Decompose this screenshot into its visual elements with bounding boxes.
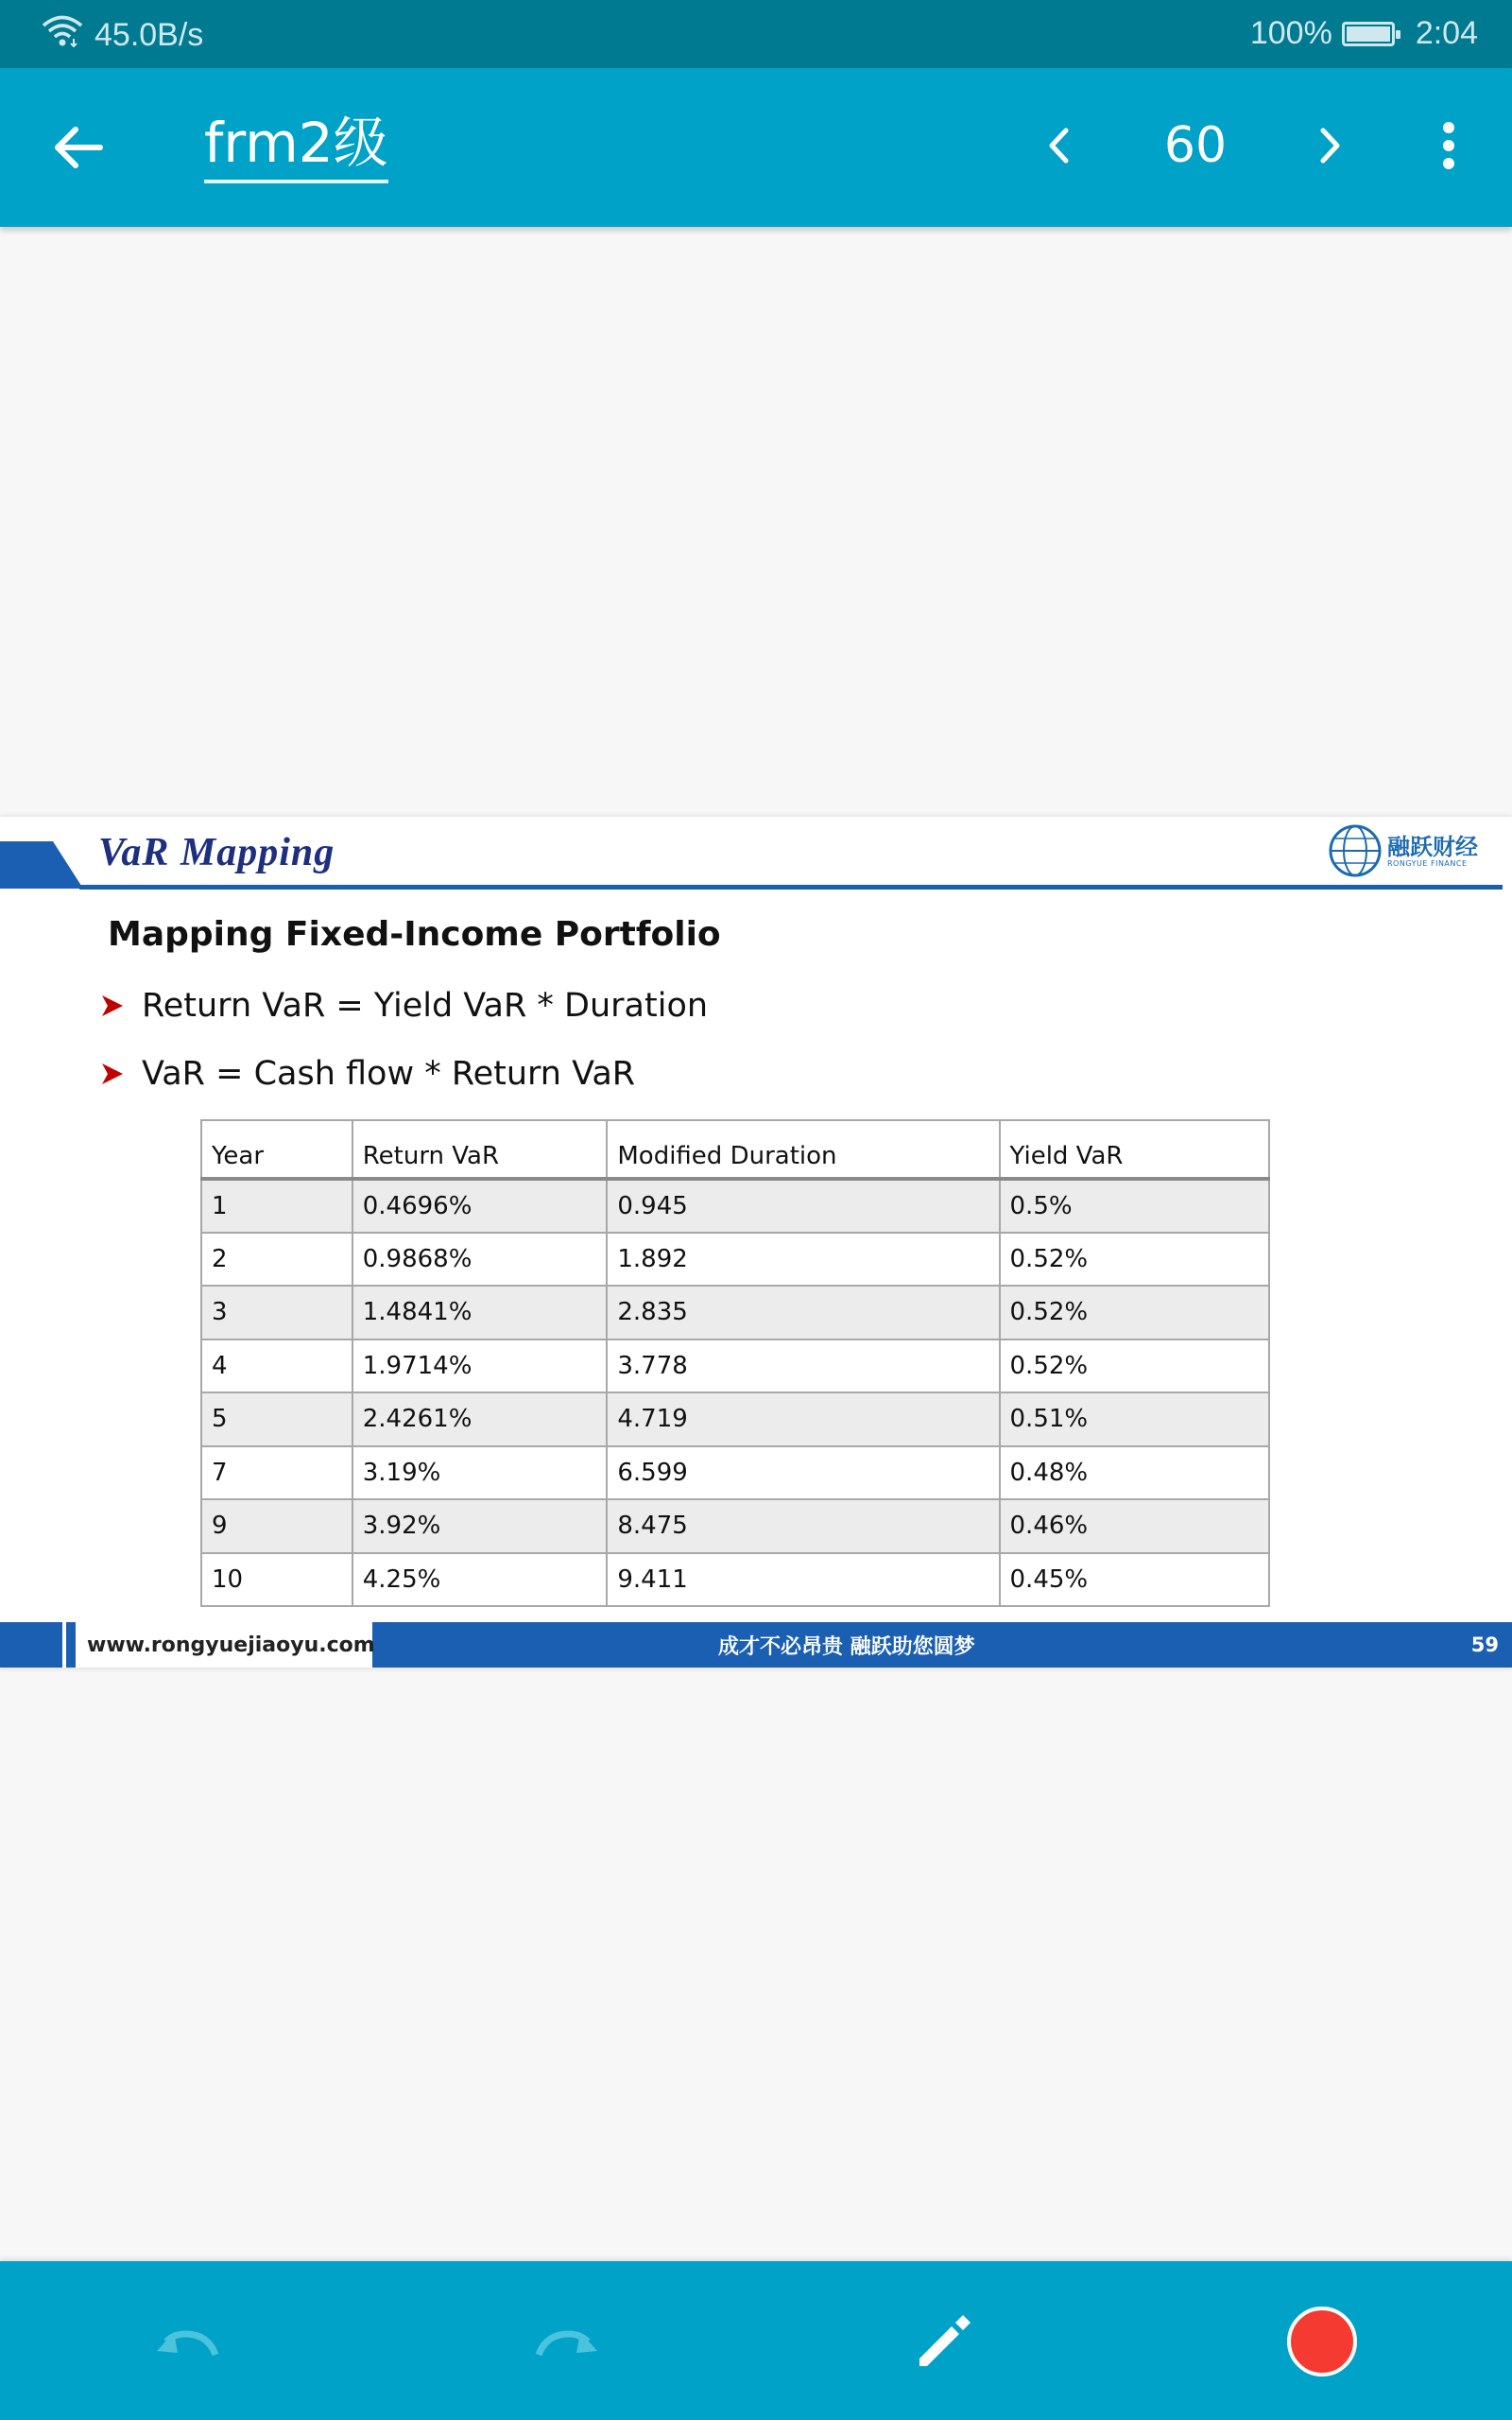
bullet-text: VaR = Cash flow * Return VaR: [142, 1055, 636, 1093]
pen-button[interactable]: [902, 2299, 987, 2384]
table-cell: 1.892: [607, 1233, 999, 1287]
table-cell: 7: [201, 1446, 352, 1500]
table-cell: 0.52%: [1000, 1233, 1269, 1287]
slide-footer: [0, 1622, 1512, 1668]
chevron-left-icon: [1045, 127, 1072, 164]
arrow-bullet-icon: [100, 1062, 125, 1086]
battery-icon: [1342, 22, 1395, 46]
more-vert-icon: [1442, 121, 1455, 170]
undo-icon: [155, 2323, 221, 2360]
table-row: [201, 1233, 1269, 1287]
previous-page-button[interactable]: [1030, 117, 1087, 174]
column-header: Modified Duration: [607, 1120, 999, 1179]
record-button[interactable]: [1280, 2299, 1365, 2384]
table-row: [201, 1499, 1269, 1553]
redo-button[interactable]: [524, 2299, 609, 2384]
back-arrow-icon: [51, 125, 104, 170]
table-cell: 3.778: [607, 1340, 999, 1393]
table-cell: 8.475: [607, 1499, 999, 1553]
footer-slogan: 成才不必昂贵 融跃助您圆梦: [718, 1634, 975, 1659]
globe-logo-icon: [1329, 824, 1382, 877]
table-row: [201, 1179, 1269, 1233]
table-cell: 5: [201, 1392, 352, 1446]
table-cell: 4.719: [607, 1392, 999, 1446]
table-cell: 0.48%: [1000, 1446, 1269, 1500]
network-speed: 45.0B/s: [94, 17, 204, 53]
app-bar: [0, 68, 1512, 227]
section-heading: Mapping Fixed-Income Portfolio: [108, 915, 721, 954]
table-cell: 0.9868%: [352, 1233, 608, 1287]
var-table: [200, 1119, 1270, 1607]
table-cell: 2: [201, 1233, 352, 1287]
company-logo: [1329, 824, 1478, 877]
table-cell: 1: [201, 1179, 352, 1233]
table-header-row: [201, 1120, 1269, 1179]
table-cell: 0.51%: [1000, 1392, 1269, 1446]
table-row: [201, 1553, 1269, 1607]
table-cell: 9.411: [607, 1553, 999, 1607]
table-row: [201, 1392, 1269, 1446]
table-cell: 1.9714%: [352, 1340, 608, 1393]
clock: 2:04: [1415, 15, 1478, 51]
footer-website: www.rongyuejiaoyu.com: [66, 1622, 372, 1668]
page-number[interactable]: 60: [1163, 117, 1228, 174]
bullet-item: [100, 987, 708, 1025]
next-page-button[interactable]: [1302, 117, 1359, 174]
table-cell: 0.52%: [1000, 1286, 1269, 1340]
slide-title: VaR Mapping: [98, 831, 335, 874]
column-header: Year: [201, 1120, 352, 1179]
status-bar: [0, 0, 1512, 68]
table-cell: 0.5%: [1000, 1179, 1269, 1233]
table-cell: 0.52%: [1000, 1340, 1269, 1393]
chevron-right-icon: [1317, 127, 1344, 164]
bullet-item: [100, 1055, 635, 1093]
wifi-icon: [42, 15, 83, 56]
table-cell: 0.45%: [1000, 1553, 1269, 1607]
battery-percent: 100%: [1249, 15, 1332, 51]
pen-icon: [914, 2311, 974, 2372]
column-header: Return VaR: [352, 1120, 608, 1179]
table-cell: 4: [201, 1340, 352, 1393]
bottom-toolbar: [0, 2261, 1512, 2420]
slide-page[interactable]: [0, 817, 1512, 1668]
record-icon: [1287, 2307, 1357, 2377]
table-cell: 0.46%: [1000, 1499, 1269, 1553]
more-options-button[interactable]: [1425, 113, 1472, 178]
column-header: Yield VaR: [1000, 1120, 1269, 1179]
slide-page-number: 59: [1470, 1634, 1499, 1656]
undo-button[interactable]: [146, 2299, 231, 2384]
table-row: [201, 1446, 1269, 1500]
table-cell: 6.599: [607, 1446, 999, 1500]
document-title[interactable]: frm2级: [204, 110, 388, 183]
table-cell: 3: [201, 1286, 352, 1340]
table-cell: 2.835: [607, 1286, 999, 1340]
table-cell: 2.4261%: [352, 1392, 608, 1446]
back-button[interactable]: [42, 112, 113, 183]
logo-name-cn: 融跃财经: [1387, 833, 1478, 860]
table-cell: 3.92%: [352, 1499, 608, 1553]
table-cell: 0.4696%: [352, 1179, 608, 1233]
arrow-bullet-icon: [100, 994, 125, 1018]
table-cell: 3.19%: [352, 1446, 608, 1500]
logo-name-en: RONGYUE FINANCE: [1387, 858, 1468, 868]
table-cell: 9: [201, 1499, 352, 1553]
table-row: [201, 1340, 1269, 1393]
table-cell: 0.945: [607, 1179, 999, 1233]
bullet-text: Return VaR = Yield VaR * Duration: [142, 987, 709, 1025]
table-cell: 10: [201, 1553, 352, 1607]
table-cell: 1.4841%: [352, 1286, 608, 1340]
redo-icon: [533, 2323, 599, 2360]
table-cell: 4.25%: [352, 1553, 608, 1607]
table-row: [201, 1286, 1269, 1340]
